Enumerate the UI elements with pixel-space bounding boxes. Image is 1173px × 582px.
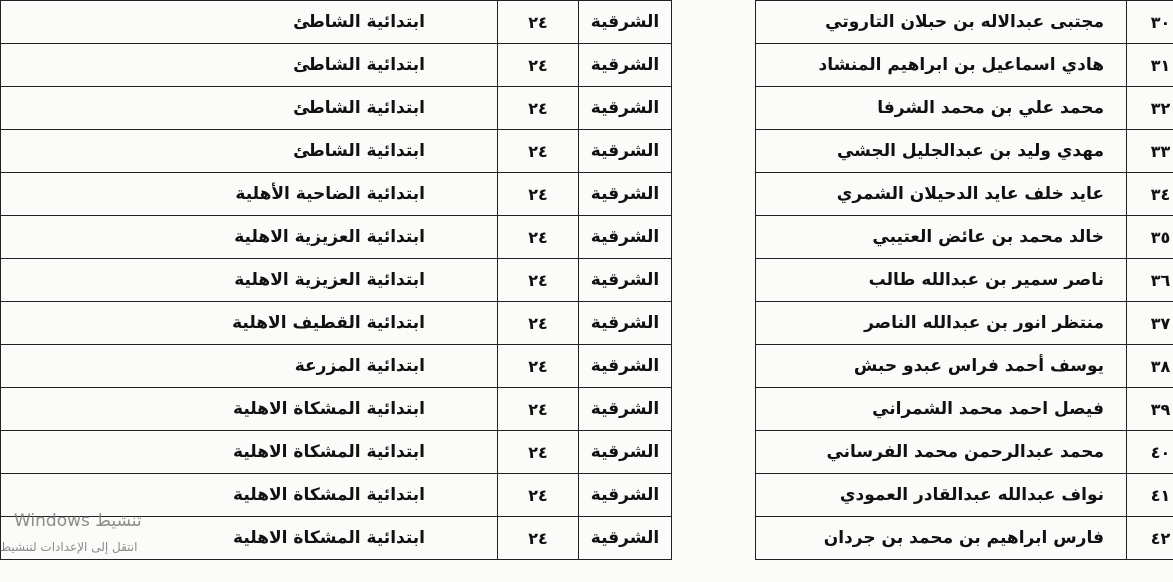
grade-cell: ٢٤ (498, 302, 579, 345)
students-names-table (755, 0, 1173, 560)
student-name-cell: فارس ابراهيم بن محمد بن جردان (756, 517, 1127, 560)
grade-cell: ٢٤ (498, 44, 579, 87)
table-row (1, 1, 672, 44)
table-row (1, 388, 672, 431)
region-cell: الشرقية (579, 173, 672, 216)
table-row (756, 216, 1173, 259)
table-row (756, 87, 1173, 130)
student-name-cell: ناصر سمير بن عبدالله طالب (756, 259, 1127, 302)
grade-cell: ٢٤ (498, 173, 579, 216)
grade-cell: ٢٤ (498, 87, 579, 130)
student-name-cell: نواف عبدالله عبدالقادر العمودي (756, 474, 1127, 517)
table-row (756, 130, 1173, 173)
table-row (1, 345, 672, 388)
table-row (756, 302, 1173, 345)
table-row (756, 44, 1173, 87)
school-cell: ابتدائية العزيزية الاهلية (1, 216, 498, 259)
row-number-cell: ٣٢ (1127, 87, 1173, 130)
region-cell: الشرقية (579, 259, 672, 302)
table-row (1, 431, 672, 474)
row-number-cell: ٤٠ (1127, 431, 1173, 474)
table-row (756, 388, 1173, 431)
region-cell: الشرقية (579, 345, 672, 388)
student-name-cell: مجتبى عبدالاله بن حبلان التاروتي (756, 1, 1127, 44)
table-row (1, 474, 672, 517)
row-number-cell: ٣٠ (1127, 1, 1173, 44)
student-name-cell: محمد علي بن محمد الشرفا (756, 87, 1127, 130)
school-cell: ابتدائية المشكاة الاهلية (1, 388, 498, 431)
row-number-cell: ٣١ (1127, 44, 1173, 87)
row-number-cell: ٤٢ (1127, 517, 1173, 560)
activation-watermark-subtitle: انتقل إلى الإعدادات لتنشيط (0, 540, 138, 554)
grade-cell: ٢٤ (498, 388, 579, 431)
row-number-cell: ٣٥ (1127, 216, 1173, 259)
student-name-cell: فيصل احمد محمد الشمراني (756, 388, 1127, 431)
grade-cell: ٢٤ (498, 431, 579, 474)
row-number-cell: ٣٨ (1127, 345, 1173, 388)
school-cell: ابتدائية الضاحية الأهلية (1, 173, 498, 216)
table-row (756, 431, 1173, 474)
school-cell: ابتدائية الشاطئ (1, 130, 498, 173)
row-number-cell: ٣٤ (1127, 173, 1173, 216)
activation-watermark: Windows تنشيط (14, 511, 142, 531)
school-cell: ابتدائية المشكاة الاهلية (1, 517, 498, 560)
row-number-cell: ٤١ (1127, 474, 1173, 517)
table-row (756, 173, 1173, 216)
row-number-cell: ٣٣ (1127, 130, 1173, 173)
table-row (756, 474, 1173, 517)
grade-cell: ٢٤ (498, 345, 579, 388)
region-cell: الشرقية (579, 1, 672, 44)
region-cell: الشرقية (579, 388, 672, 431)
student-name-cell: يوسف أحمد فراس عبدو حبش (756, 345, 1127, 388)
row-number-cell: ٣٩ (1127, 388, 1173, 431)
table-row (1, 259, 672, 302)
student-name-cell: خالد محمد بن عائض العتيبي (756, 216, 1127, 259)
student-name-cell: مهدي وليد بن عبدالجليل الجشي (756, 130, 1127, 173)
table-row (1, 44, 672, 87)
school-cell: ابتدائية المشكاة الاهلية (1, 474, 498, 517)
table-row (1, 216, 672, 259)
grade-cell: ٢٤ (498, 259, 579, 302)
school-cell: ابتدائية الشاطئ (1, 1, 498, 44)
grade-cell: ٢٤ (498, 216, 579, 259)
student-name-cell: عايد خلف عايد الدحيلان الشمري (756, 173, 1127, 216)
grade-cell: ٢٤ (498, 130, 579, 173)
region-cell: الشرقية (579, 474, 672, 517)
table-row (1, 302, 672, 345)
school-cell: ابتدائية القطيف الاهلية (1, 302, 498, 345)
grade-cell: ٢٤ (498, 517, 579, 560)
table-row (1, 173, 672, 216)
region-cell: الشرقية (579, 302, 672, 345)
student-name-cell: منتظر انور بن عبدالله الناصر (756, 302, 1127, 345)
region-cell: الشرقية (579, 44, 672, 87)
region-cell: الشرقية (579, 130, 672, 173)
school-cell: ابتدائية العزيزية الاهلية (1, 259, 498, 302)
row-number-cell: ٣٧ (1127, 302, 1173, 345)
table-row (1, 517, 672, 560)
table-row (756, 259, 1173, 302)
region-cell: الشرقية (579, 87, 672, 130)
school-cell: ابتدائية المزرعة (1, 345, 498, 388)
student-name-cell: محمد عبدالرحمن محمد الفرساني (756, 431, 1127, 474)
table-row (756, 1, 1173, 44)
table-row (756, 517, 1173, 560)
grade-cell: ٢٤ (498, 474, 579, 517)
school-cell: ابتدائية المشكاة الاهلية (1, 431, 498, 474)
table-row (1, 87, 672, 130)
region-cell: الشرقية (579, 517, 672, 560)
region-cell: الشرقية (579, 431, 672, 474)
region-cell: الشرقية (579, 216, 672, 259)
grade-cell: ٢٤ (498, 1, 579, 44)
table-row (1, 130, 672, 173)
table-row (756, 345, 1173, 388)
row-number-cell: ٣٦ (1127, 259, 1173, 302)
student-name-cell: هادي اسماعيل بن ابراهيم المنشاد (756, 44, 1127, 87)
school-cell: ابتدائية الشاطئ (1, 87, 498, 130)
school-cell: ابتدائية الشاطئ (1, 44, 498, 87)
